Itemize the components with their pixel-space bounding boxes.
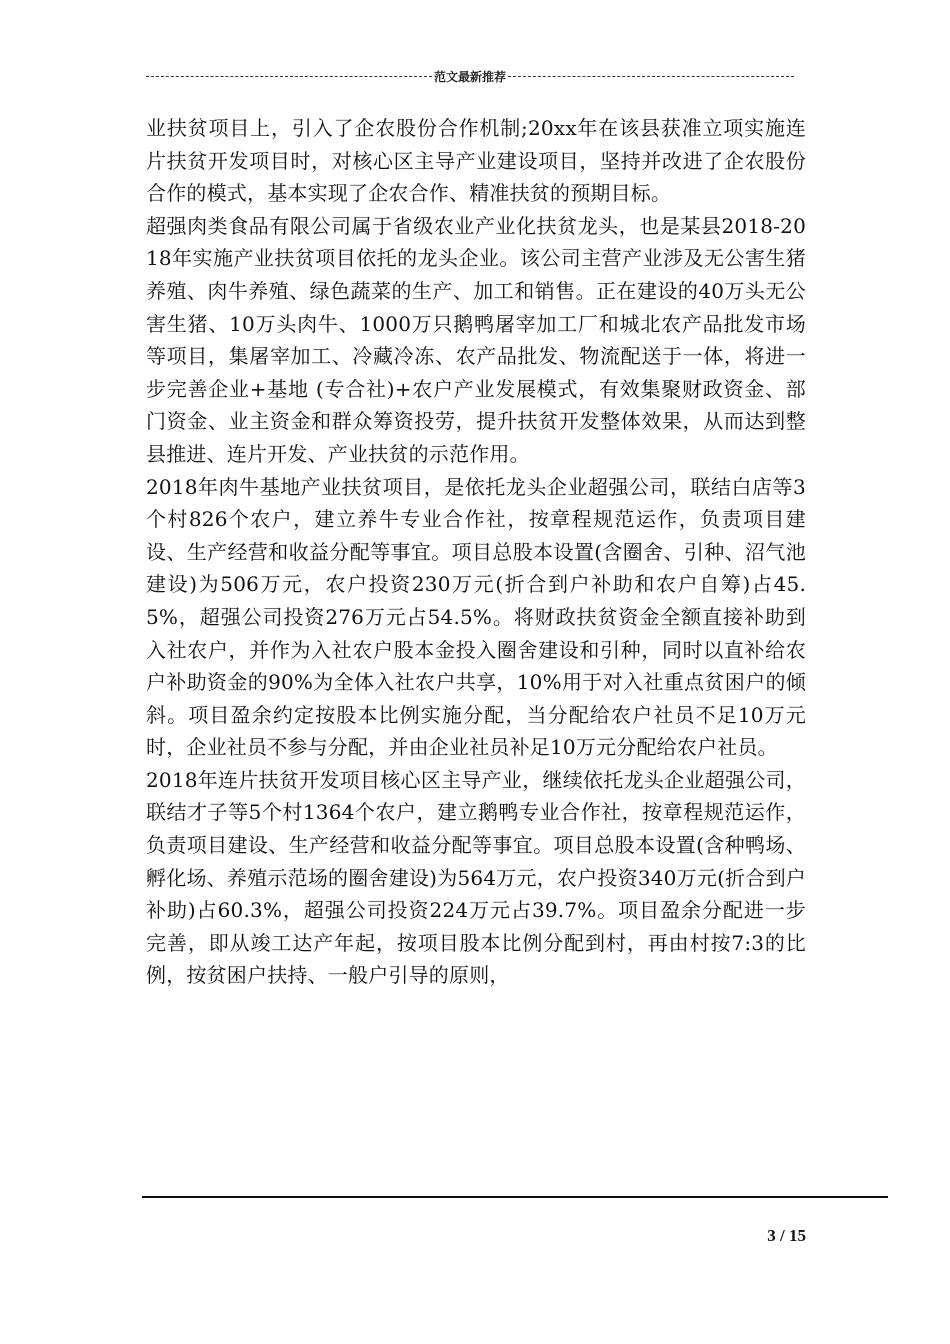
header-dashes-left	[146, 76, 432, 77]
header-dashes-right	[508, 76, 794, 77]
page-number: 3 / 15	[767, 1226, 806, 1245]
header-title: 范文最新推荐	[434, 69, 507, 84]
document-body	[146, 112, 806, 992]
footer-rule	[142, 1196, 888, 1198]
page-header	[146, 66, 794, 86]
paragraph-4: 2018年连片扶贫开发项目核心区主导产业，继续依托龙头企业超强公司，联结才子等5个村1364个农户，建立鹅鸭专业合作社，按章程规范运作，负责项目建设、生产经营和收益分配等事宜。项目总股本设置(含种鸭场、孵化场、养殖示范场的圈舍建设)为564万元，农户投资340万元(折合到户补助)占60.3%，超强公司投资224万元占39.7%。项目盈余分配进一步完善，即从竣工达产年起，按项目股本比例分配到村，再由村按7:3的比例，按贫困户扶持、一般户引导的原则，	[146, 767, 806, 988]
paragraph-3: 2018年肉牛基地产业扶贫项目，是依托龙头企业超强公司，联结白店等3个村826个农户，建立养牛专业合作社，按章程规范运作，负责项目建设、生产经营和收益分配等事宜。项目总股本设置(含圈舍、引种、沼气池建设)为506万元，农户投资230万元(折合到户补助和农户自筹)占45.5%，超强公司投资276万元占54.5%。将财政扶贫资金全额直接补助到入社农户，并作为入社农户股本金投入圈舍建设和引种，同时以直补给农户补助资金的90%为全体入社农户共享，10%用于对入社重点贫困户的倾斜。项目盈余约定按股本比例实施分配，当分配给农户社员不足10万元时，企业社员不参与分配，并由企业社员补足10万元分配给农户社员。	[146, 474, 806, 760]
paragraph-2: 超强肉类食品有限公司属于省级农业产业化扶贫龙头，也是某县2018-2018年实施产业扶贫项目依托的龙头企业。该公司主营产业涉及无公害生猪养殖、肉牛养殖、绿色蔬菜的生产、加工和销售。正在建设的40万头无公害生猪、10万头肉牛、1000万只鹅鸭屠宰加工厂和城北农产品批发市场等项目，集屠宰加工、冷藏冷冻、农产品批发、物流配送于一体，将进一步完善企业+基地 (专合社)+农户产业发展模式，有效集聚财政资金、部门资金、业主资金和群众筹资投劳，提升扶贫开发整体效果，从而达到整县推进、连片开发、产业扶贫的示范作用。	[146, 213, 806, 466]
paragraph-1: 业扶贫项目上，引入了企农股份合作机制;20xx年在该县获准立项实施连片扶贫开发项目时，对核心区主导产业建设项目，坚持并改进了企农股份合作的模式，基本实现了企农合作、精准扶贫的预期目标。	[146, 116, 806, 206]
